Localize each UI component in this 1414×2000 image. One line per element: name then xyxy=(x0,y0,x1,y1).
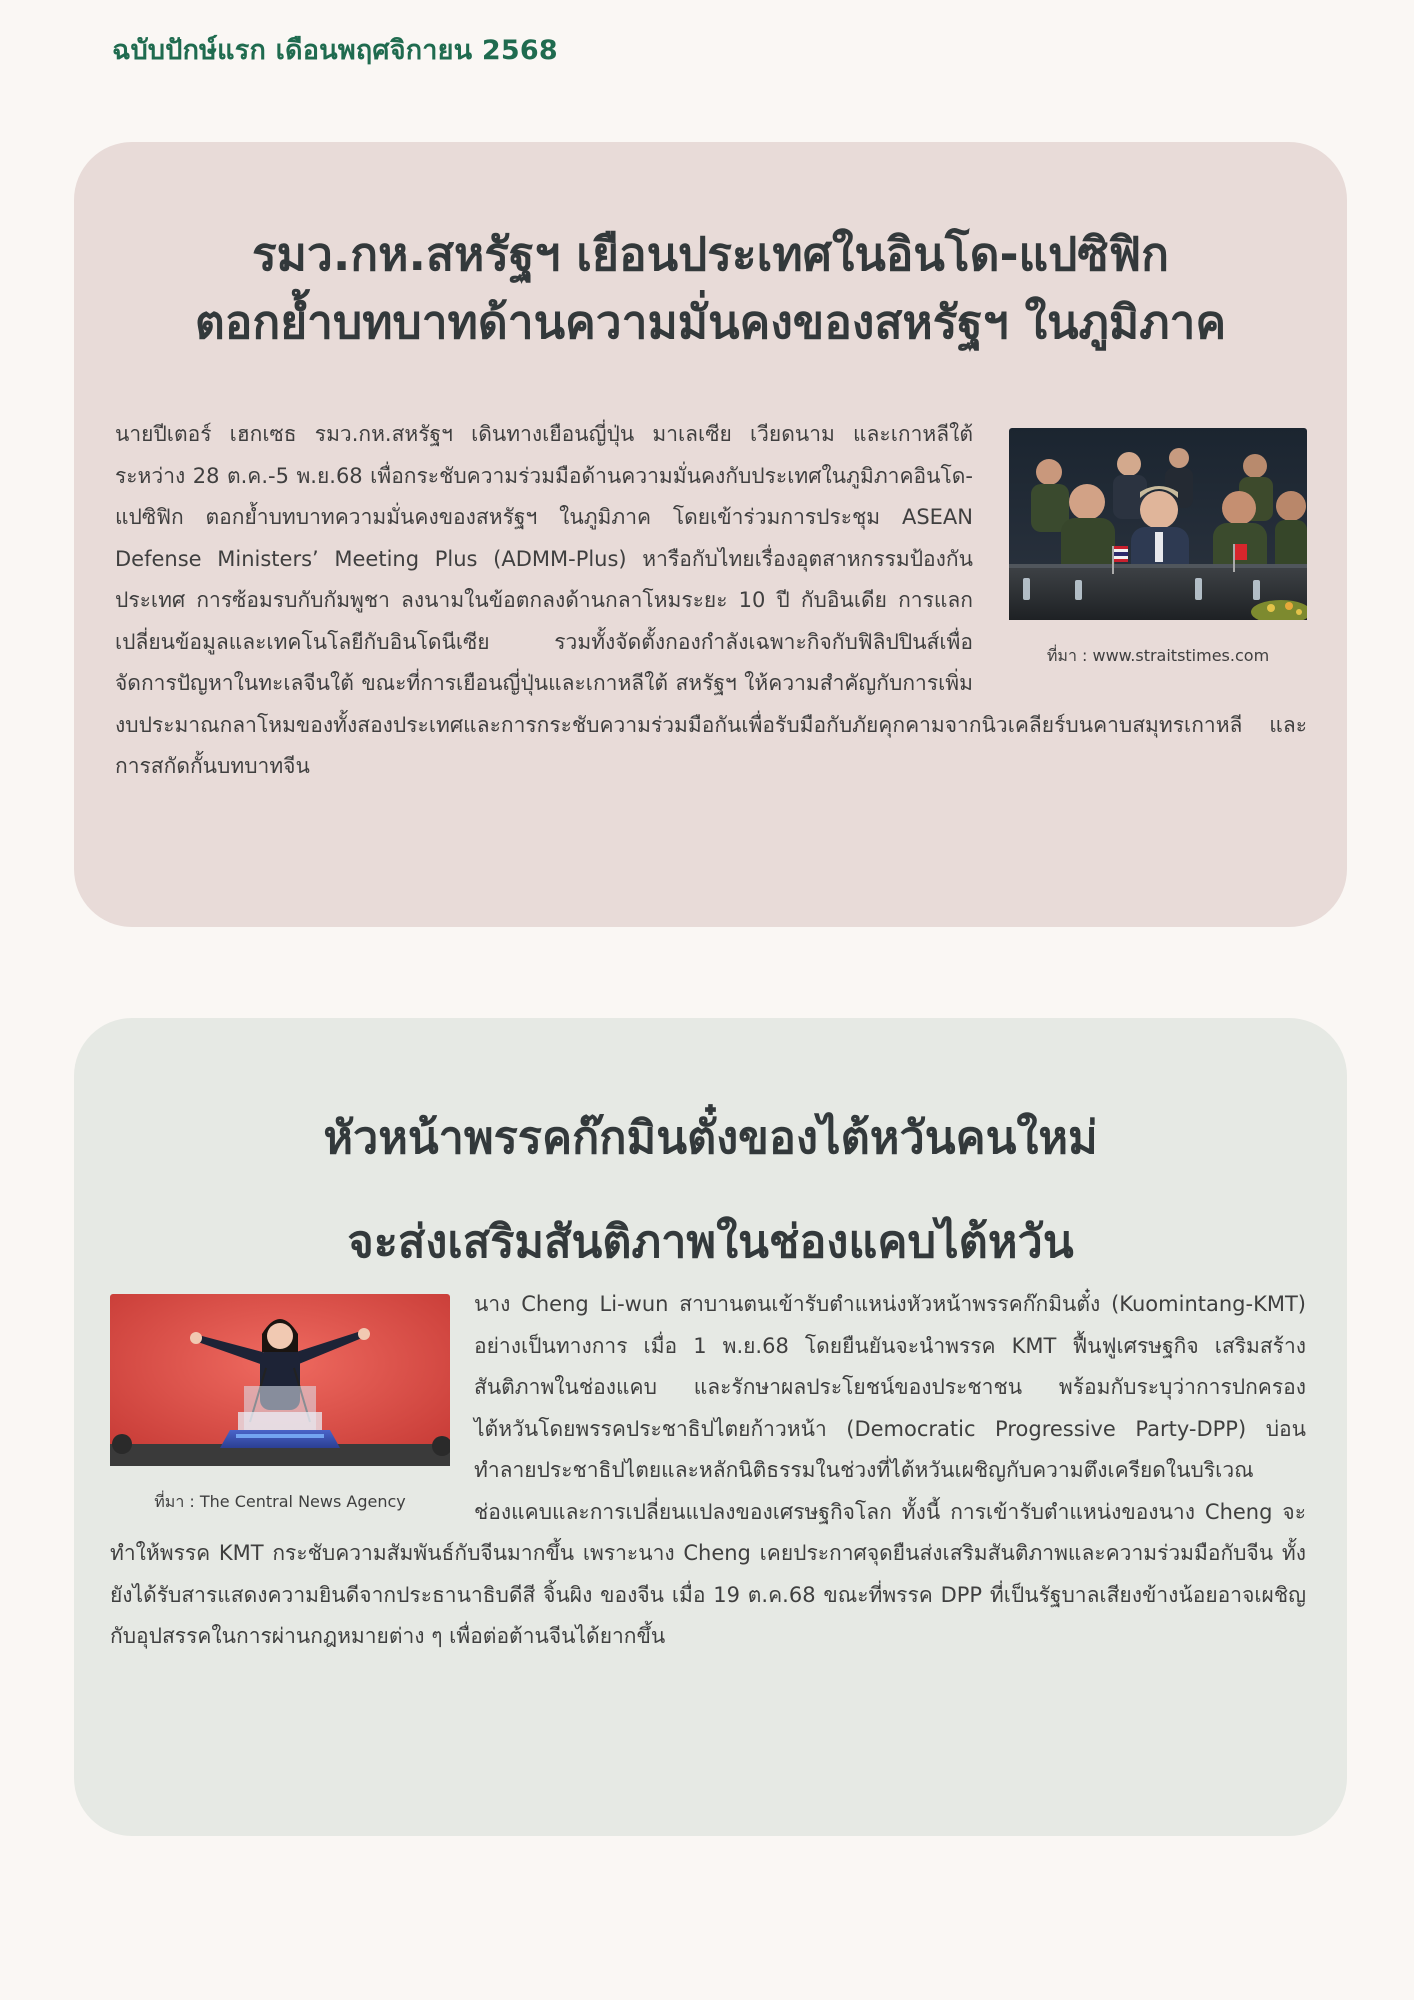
article-title xyxy=(74,1086,1347,1294)
article-photo-admm-meeting xyxy=(1009,428,1307,635)
article-figure xyxy=(1009,428,1307,669)
article-photo-cheng-li-wun xyxy=(110,1294,450,1481)
article-title-line-2: จะส่งเสริมสันติภาพในช่องแคบไต้หวัน xyxy=(347,1215,1074,1268)
article-card-us-defense xyxy=(74,142,1347,927)
article-body xyxy=(110,1284,1306,1658)
article-title xyxy=(74,220,1347,356)
image-caption: ที่มา : www.straitstimes.com xyxy=(1046,645,1270,665)
article-figure xyxy=(110,1294,450,1515)
article-body-text: นาง Cheng Li-wun สาบานตนเข้ารับตำแหน่งหัวหน้าพรรคก๊กมินตั๋ง (Kuomintang-KMT) อย่างเป็นทางการ เมื่อ 1 พ.ย.68 โดยยืนยันจะนำพรรค KMT ฟื้นฟูเศรษฐกิจ เสริมสร้างสันติภาพในช่องแคบ และรักษาผลประโยชน์ของประชาชน พร้อมกับระบุว่าการปกครองไต้หวันโดยพรรคประชาธิปไตยก้าวหน้า (Democratic Progressive Party-DPP) บ่อนทำลายประชาธิปไตยและหลักนิติธรรมในช่วงที่ไต้หวันเผชิญกับความตึงเครียดในบริเวณช่องแคบและการเปลี่ยนแปลงของเศรษฐกิจโลก ทั้งนี้ การเข้ารับตำแหน่งของนาง Cheng จะทำให้พรรค KMT กระชับความสัมพันธ์กับจีนมากขึ้น เพราะนาง Cheng เคยประกาศจุดยืนส่งเสริมสันติภาพและความร่วมมือกับจีน ทั้งยังได้รับสารแสดงความยินดีจากประธานาธิบดีสี จิ้นผิง ของจีน เมื่อ 19 ต.ค.68 ขณะที่พรรค DPP ที่เป็นรัฐบาลเสียงข้างน้อยอาจเผชิญกับอุปสรรคในการผ่านกฎหมายต่าง ๆ เพื่อต่อต้านจีนได้ยากขึ้น xyxy=(110,1292,1306,1648)
article-body xyxy=(115,414,1307,788)
article-title-line-1: รมว.กห.สหรัฐฯ เยือนประเทศในอินโด-แปซิฟิก xyxy=(251,227,1170,281)
issue-header: ฉบับปักษ์แรก เดือนพฤศจิกายน 2568 xyxy=(112,35,558,66)
article-body-text: นายปีเตอร์ เฮกเซธ รมว.กห.สหรัฐฯ เดินทางเยือนญี่ปุ่น มาเลเซีย เวียดนาม และเกาหลีใต้ ระหว่าง 28 ต.ค.-5 พ.ย.68 เพื่อกระชับความร่วมมือด้านความมั่นคงกับประเทศในภูมิภาคอินโด-แปซิฟิก ตอกย้ำบทบาทความมั่นคงของสหรัฐฯ ในภูมิภาค โดยเข้าร่วมการประชุม ASEAN Defense Ministers’ Meeting Plus (ADMM-Plus) หารือกับไทยเรื่องอุตสาหกรรมป้องกันประเทศ การซ้อมรบกับกัมพูชา ลงนามในข้อตกลงด้านกลาโหมระยะ 10 ปี กับอินเดีย การแลกเปลี่ยนข้อมูลและเทคโนโลยีกับอินโดนีเซีย รวมทั้งจัดตั้งกองกำลังเฉพาะกิจกับฟิลิปปินส์เพื่อจัดการปัญหาในทะเลจีนใต้ ขณะที่การเยือนญี่ปุ่นและเกาหลีใต้ สหรัฐฯ ให้ความสำคัญกับการเพิ่มงบประมาณกลาโหมของทั้งสองประเทศและการกระชับความร่วมมือกันเพื่อรับมือกับภัยคุกคามจากนิวเคลียร์บนคาบสมุทรเกาหลี และการสกัดกั้นบทบาทจีน xyxy=(115,422,1307,778)
image-caption: ที่มา : The Central News Agency xyxy=(154,1491,406,1511)
article-card-kmt-leader xyxy=(74,1018,1347,1836)
article-title-line-2: ตอกย้ำบทบาทด้านความมั่นคงของสหรัฐฯ ในภูมิภาค xyxy=(194,295,1227,349)
article-title-line-1: หัวหน้าพรรคก๊กมินตั๋งของไต้หวันคนใหม่ xyxy=(323,1111,1098,1164)
